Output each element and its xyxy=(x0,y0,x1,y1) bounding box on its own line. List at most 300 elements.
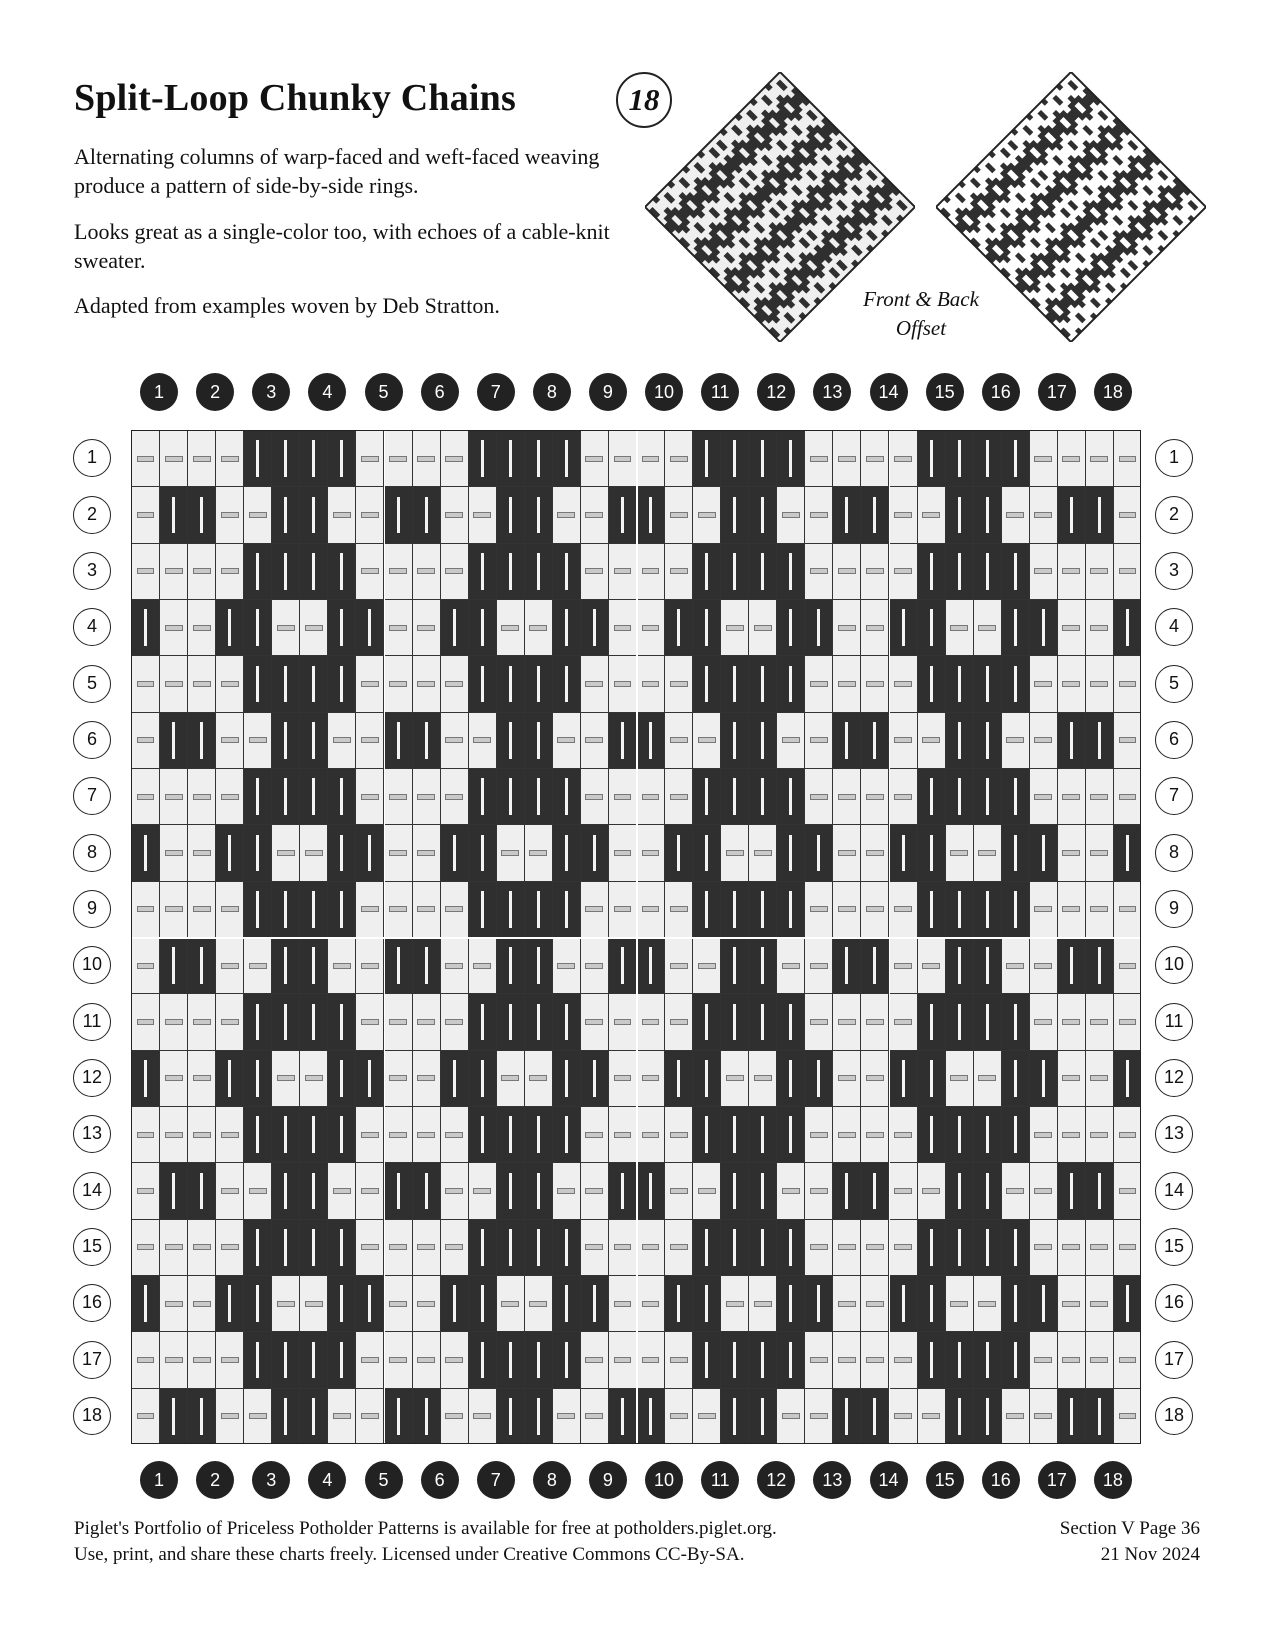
weft-cell xyxy=(272,1276,300,1332)
warp-cell xyxy=(1002,1276,1030,1332)
column-number: 7 xyxy=(477,373,515,411)
warp-cell xyxy=(749,882,777,938)
weft-cell xyxy=(441,431,469,487)
column-number: 5 xyxy=(365,1461,403,1499)
warp-cell xyxy=(328,656,356,712)
weft-cell xyxy=(1030,656,1058,712)
weft-cell xyxy=(1058,1051,1086,1107)
weft-cell xyxy=(1086,769,1114,825)
warp-cell xyxy=(300,769,328,825)
weft-cell xyxy=(946,825,974,881)
row-number: 7 xyxy=(73,777,111,815)
warp-cell xyxy=(525,769,553,825)
weft-cell xyxy=(665,544,693,600)
weft-cell xyxy=(441,713,469,769)
weft-cell xyxy=(1086,600,1114,656)
weft-cell xyxy=(132,938,160,994)
warp-cell xyxy=(637,1389,665,1444)
weft-cell xyxy=(833,1051,861,1107)
warp-cell xyxy=(525,487,553,543)
warp-cell xyxy=(469,825,497,881)
weft-cell xyxy=(581,431,609,487)
weft-cell xyxy=(665,431,693,487)
warp-cell xyxy=(946,431,974,487)
warp-cell xyxy=(721,1107,749,1163)
weft-cell xyxy=(721,825,749,881)
weft-cell xyxy=(637,1051,665,1107)
warp-cell xyxy=(497,1220,525,1276)
warp-cell xyxy=(946,769,974,825)
weft-cell xyxy=(356,431,384,487)
weft-cell xyxy=(525,1051,553,1107)
row-number: 9 xyxy=(73,890,111,928)
warp-cell xyxy=(721,431,749,487)
weft-cell xyxy=(553,1389,581,1444)
weft-cell xyxy=(525,1276,553,1332)
warp-cell xyxy=(525,1163,553,1219)
weft-cell xyxy=(974,1051,1002,1107)
warp-cell xyxy=(777,544,805,600)
warp-cell xyxy=(469,1220,497,1276)
warp-cell xyxy=(300,1107,328,1163)
column-number: 11 xyxy=(701,373,739,411)
weft-cell xyxy=(1002,1163,1030,1219)
weft-cell xyxy=(385,825,413,881)
column-number: 1 xyxy=(140,1461,178,1499)
weft-cell xyxy=(1114,938,1141,994)
weft-cell xyxy=(721,1276,749,1332)
warp-cell xyxy=(525,544,553,600)
weft-cell xyxy=(1030,1389,1058,1444)
warp-cell xyxy=(1002,1220,1030,1276)
column-number: 8 xyxy=(533,373,571,411)
weft-cell xyxy=(749,1051,777,1107)
warp-cell xyxy=(1030,1276,1058,1332)
weft-cell xyxy=(1058,1276,1086,1332)
weft-cell xyxy=(244,713,272,769)
column-number: 5 xyxy=(365,373,403,411)
warp-cell xyxy=(665,600,693,656)
warp-cell xyxy=(777,431,805,487)
weft-cell xyxy=(300,1051,328,1107)
weft-cell xyxy=(777,487,805,543)
column-number: 3 xyxy=(252,1461,290,1499)
row-number: 13 xyxy=(73,1115,111,1153)
weft-cell xyxy=(188,431,216,487)
weft-cell xyxy=(1086,994,1114,1050)
footer-line: Piglet's Portfolio of Priceless Potholder Patterns is available for free at potholders.piglet.org. xyxy=(74,1518,777,1539)
warp-cell xyxy=(385,938,413,994)
warp-cell xyxy=(413,713,441,769)
weft-cell xyxy=(1086,1276,1114,1332)
weft-cell xyxy=(861,1332,889,1388)
column-number: 9 xyxy=(589,1461,627,1499)
center-divider-horizontal xyxy=(132,937,1140,939)
row-number: 6 xyxy=(73,721,111,759)
weft-cell xyxy=(609,1051,637,1107)
warp-cell xyxy=(553,994,581,1050)
weft-cell xyxy=(1086,656,1114,712)
row-number: 14 xyxy=(1155,1172,1193,1210)
column-number: 14 xyxy=(870,1461,908,1499)
row-number: 17 xyxy=(1155,1341,1193,1379)
weft-cell xyxy=(1058,656,1086,712)
preview-caption-line: Offset xyxy=(895,316,947,340)
warp-cell xyxy=(413,1163,441,1219)
warp-cell xyxy=(1058,1163,1086,1219)
warp-cell xyxy=(272,544,300,600)
warp-cell xyxy=(946,1332,974,1388)
weft-cell xyxy=(1058,769,1086,825)
column-number: 1 xyxy=(140,373,178,411)
warp-cell xyxy=(385,1389,413,1444)
row-number: 10 xyxy=(73,946,111,984)
warp-cell xyxy=(356,825,384,881)
weaving-chart xyxy=(131,430,1141,1444)
warp-cell xyxy=(469,544,497,600)
weft-cell xyxy=(385,1107,413,1163)
row-number: 16 xyxy=(73,1284,111,1322)
warp-cell xyxy=(272,1163,300,1219)
warp-cell xyxy=(497,487,525,543)
warp-cell xyxy=(609,1163,637,1219)
weft-cell xyxy=(1030,713,1058,769)
warp-cell xyxy=(693,431,721,487)
warp-cell xyxy=(244,600,272,656)
warp-cell xyxy=(918,994,946,1050)
weft-cell xyxy=(890,938,918,994)
row-number: 7 xyxy=(1155,777,1193,815)
weft-cell xyxy=(160,1220,188,1276)
weft-cell xyxy=(833,656,861,712)
weft-cell xyxy=(805,882,833,938)
warp-cell xyxy=(693,1051,721,1107)
weft-cell xyxy=(160,656,188,712)
weft-cell xyxy=(188,882,216,938)
weft-cell xyxy=(581,1389,609,1444)
weft-cell xyxy=(861,600,889,656)
weft-cell xyxy=(946,1276,974,1332)
weft-cell xyxy=(553,487,581,543)
weft-cell xyxy=(441,769,469,825)
warp-cell xyxy=(497,713,525,769)
weft-cell xyxy=(805,1389,833,1444)
weft-cell xyxy=(356,1163,384,1219)
weft-cell xyxy=(833,600,861,656)
warp-cell xyxy=(693,600,721,656)
weft-cell xyxy=(216,938,244,994)
weft-cell xyxy=(469,1389,497,1444)
description-paragraph: Looks great as a single-color too, with echoes of a cable-knit sweater. xyxy=(74,219,610,273)
warp-cell xyxy=(328,825,356,881)
warp-cell xyxy=(974,994,1002,1050)
weft-cell xyxy=(300,1276,328,1332)
weft-cell xyxy=(805,487,833,543)
warp-cell xyxy=(1058,487,1086,543)
warp-cell xyxy=(356,1051,384,1107)
warp-cell xyxy=(300,1332,328,1388)
column-number: 14 xyxy=(870,373,908,411)
weft-cell xyxy=(553,938,581,994)
column-number: 10 xyxy=(645,1461,683,1499)
warp-cell xyxy=(721,1220,749,1276)
weft-cell xyxy=(244,487,272,543)
warp-cell xyxy=(525,1389,553,1444)
weft-cell xyxy=(861,882,889,938)
warp-cell xyxy=(300,713,328,769)
warp-cell xyxy=(525,994,553,1050)
column-number: 7 xyxy=(477,1461,515,1499)
warp-cell xyxy=(861,487,889,543)
weft-cell xyxy=(160,1107,188,1163)
weft-cell xyxy=(413,882,441,938)
warp-cell xyxy=(497,994,525,1050)
weft-cell xyxy=(805,769,833,825)
warp-cell xyxy=(188,1389,216,1444)
weft-cell xyxy=(160,431,188,487)
warp-cell xyxy=(918,1276,946,1332)
weft-cell xyxy=(833,994,861,1050)
warp-cell xyxy=(946,1220,974,1276)
weft-cell xyxy=(890,769,918,825)
warp-cell xyxy=(553,656,581,712)
row-number: 17 xyxy=(73,1341,111,1379)
warp-cell xyxy=(244,769,272,825)
warp-cell xyxy=(665,1051,693,1107)
weft-cell xyxy=(356,544,384,600)
footer-section: Section V Page 36 xyxy=(1059,1518,1200,1539)
weft-cell xyxy=(469,487,497,543)
weft-cell xyxy=(1030,938,1058,994)
warp-cell xyxy=(525,938,553,994)
warp-cell xyxy=(441,1276,469,1332)
warp-cell xyxy=(749,487,777,543)
warp-cell xyxy=(469,1051,497,1107)
weft-cell xyxy=(861,825,889,881)
warp-cell xyxy=(160,938,188,994)
column-number: 17 xyxy=(1038,1461,1076,1499)
weft-cell xyxy=(132,882,160,938)
warp-cell xyxy=(721,1163,749,1219)
footer-line: Use, print, and share these charts freely. Licensed under Creative Commons CC-By-SA. xyxy=(74,1544,745,1565)
weft-cell xyxy=(356,1389,384,1444)
warp-cell xyxy=(833,487,861,543)
weft-cell xyxy=(861,769,889,825)
warp-cell xyxy=(553,825,581,881)
column-number: 18 xyxy=(1094,373,1132,411)
weft-cell xyxy=(132,994,160,1050)
warp-cell xyxy=(721,882,749,938)
row-number: 15 xyxy=(73,1228,111,1266)
warp-cell xyxy=(525,1220,553,1276)
weft-cell xyxy=(525,600,553,656)
weft-cell xyxy=(356,1107,384,1163)
warp-cell xyxy=(272,1332,300,1388)
warp-cell xyxy=(244,994,272,1050)
weft-cell xyxy=(1058,825,1086,881)
warp-cell xyxy=(749,544,777,600)
weft-cell xyxy=(160,1332,188,1388)
weft-cell xyxy=(805,1332,833,1388)
warp-cell xyxy=(1002,431,1030,487)
warp-cell xyxy=(1002,1332,1030,1388)
weft-cell xyxy=(497,600,525,656)
weft-cell xyxy=(693,938,721,994)
weft-cell xyxy=(216,544,244,600)
warp-cell xyxy=(1114,825,1141,881)
warp-cell xyxy=(160,487,188,543)
weft-cell xyxy=(1114,1163,1141,1219)
weft-cell xyxy=(132,769,160,825)
warp-cell xyxy=(749,713,777,769)
warp-cell xyxy=(721,487,749,543)
warp-cell xyxy=(132,600,160,656)
weft-cell xyxy=(385,882,413,938)
weft-cell xyxy=(216,882,244,938)
warp-cell xyxy=(1002,825,1030,881)
weft-cell xyxy=(805,713,833,769)
weft-cell xyxy=(272,600,300,656)
warp-cell xyxy=(356,600,384,656)
weft-cell xyxy=(890,994,918,1050)
warp-cell xyxy=(272,769,300,825)
warp-cell xyxy=(749,769,777,825)
weft-cell xyxy=(413,656,441,712)
weft-cell xyxy=(356,713,384,769)
warp-cell xyxy=(777,1220,805,1276)
weft-cell xyxy=(609,825,637,881)
warp-cell xyxy=(805,1276,833,1332)
warp-cell xyxy=(805,600,833,656)
warp-cell xyxy=(581,1276,609,1332)
weft-cell xyxy=(665,1220,693,1276)
weft-cell xyxy=(1030,994,1058,1050)
warp-cell xyxy=(328,431,356,487)
column-number: 18 xyxy=(1094,1461,1132,1499)
weft-cell xyxy=(216,713,244,769)
warp-cell xyxy=(974,882,1002,938)
weft-cell xyxy=(1030,431,1058,487)
weft-cell xyxy=(441,1389,469,1444)
warp-cell xyxy=(553,769,581,825)
weft-cell xyxy=(469,938,497,994)
warp-cell xyxy=(918,1332,946,1388)
weft-cell xyxy=(890,1107,918,1163)
warp-cell xyxy=(861,1163,889,1219)
warp-cell xyxy=(918,882,946,938)
warp-cell xyxy=(272,938,300,994)
weft-cell xyxy=(665,769,693,825)
warp-cell xyxy=(890,600,918,656)
weft-cell xyxy=(805,1163,833,1219)
warp-cell xyxy=(525,431,553,487)
column-number: 12 xyxy=(757,373,795,411)
weft-cell xyxy=(861,544,889,600)
warp-cell xyxy=(749,1220,777,1276)
column-number: 3 xyxy=(252,373,290,411)
weft-cell xyxy=(356,994,384,1050)
row-number: 8 xyxy=(73,834,111,872)
warp-cell xyxy=(497,1332,525,1388)
weft-cell xyxy=(1114,713,1141,769)
weft-cell xyxy=(441,1332,469,1388)
weft-cell xyxy=(300,600,328,656)
warp-cell xyxy=(974,769,1002,825)
warp-cell xyxy=(441,825,469,881)
warp-cell xyxy=(749,994,777,1050)
row-number: 3 xyxy=(73,552,111,590)
warp-cell xyxy=(1002,656,1030,712)
weft-cell xyxy=(1030,1107,1058,1163)
warp-cell xyxy=(777,994,805,1050)
weft-cell xyxy=(581,994,609,1050)
weft-cell xyxy=(609,600,637,656)
weft-cell xyxy=(413,1107,441,1163)
warp-cell xyxy=(1086,938,1114,994)
weft-cell xyxy=(805,544,833,600)
weft-cell xyxy=(216,1389,244,1444)
weft-cell xyxy=(918,713,946,769)
warp-cell xyxy=(525,656,553,712)
weft-cell xyxy=(974,600,1002,656)
warp-cell xyxy=(469,769,497,825)
weft-cell xyxy=(833,1332,861,1388)
weft-cell xyxy=(441,1220,469,1276)
weft-cell xyxy=(413,1051,441,1107)
warp-cell xyxy=(1002,994,1030,1050)
warp-cell xyxy=(974,431,1002,487)
weft-cell xyxy=(805,656,833,712)
warp-cell xyxy=(525,882,553,938)
warp-cell xyxy=(721,656,749,712)
row-number: 16 xyxy=(1155,1284,1193,1322)
warp-cell xyxy=(272,1107,300,1163)
warp-cell xyxy=(777,1107,805,1163)
column-number: 16 xyxy=(982,1461,1020,1499)
weft-cell xyxy=(1086,1107,1114,1163)
weft-cell xyxy=(160,825,188,881)
warp-cell xyxy=(693,1107,721,1163)
weft-cell xyxy=(890,1220,918,1276)
warp-cell xyxy=(918,431,946,487)
weft-cell xyxy=(946,1051,974,1107)
warp-cell xyxy=(637,713,665,769)
warp-cell xyxy=(272,882,300,938)
weft-cell xyxy=(637,882,665,938)
row-number: 13 xyxy=(1155,1115,1193,1153)
weft-cell xyxy=(609,1332,637,1388)
warp-cell xyxy=(946,544,974,600)
weft-cell xyxy=(216,1332,244,1388)
warp-cell xyxy=(300,487,328,543)
weft-cell xyxy=(805,938,833,994)
warp-cell xyxy=(1058,938,1086,994)
weft-cell xyxy=(441,656,469,712)
weft-cell xyxy=(805,431,833,487)
warp-cell xyxy=(974,487,1002,543)
row-number: 10 xyxy=(1155,946,1193,984)
row-number: 11 xyxy=(1155,1003,1193,1041)
footer-date: 21 Nov 2024 xyxy=(1100,1544,1200,1565)
weft-cell xyxy=(188,769,216,825)
warp-cell xyxy=(946,713,974,769)
column-number: 6 xyxy=(421,1461,459,1499)
weft-cell xyxy=(1114,1107,1141,1163)
warp-cell xyxy=(637,1163,665,1219)
warp-cell xyxy=(356,1276,384,1332)
warp-cell xyxy=(300,1163,328,1219)
warp-cell xyxy=(385,713,413,769)
